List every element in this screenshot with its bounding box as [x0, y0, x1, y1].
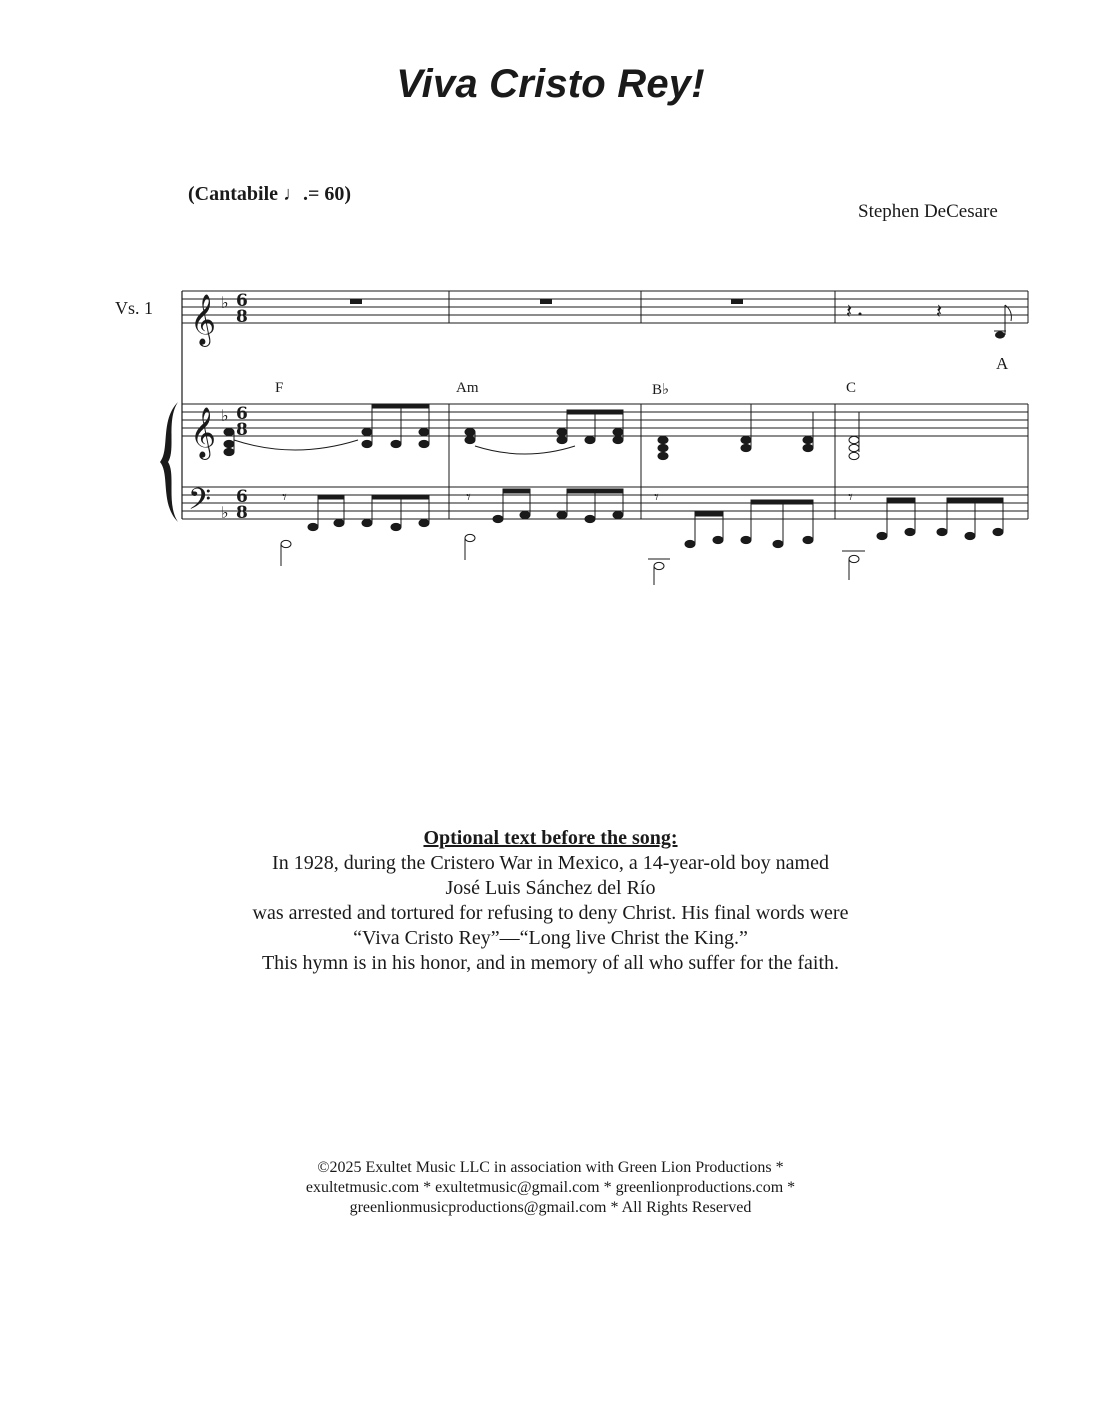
flat-icon: ♭	[221, 503, 229, 522]
whole-rest	[540, 299, 552, 304]
whole-rest	[350, 299, 362, 304]
intro-line: In 1928, during the Cristero War in Mexico, a 14-year-old boy named	[272, 852, 829, 874]
footer-line: greenlionmusicproductions@gmail.com * All Rights Reserved	[349, 1199, 752, 1216]
footer-line: exultetmusic.com * exultetmusic@gmail.com * greenlionproductions.com *	[305, 1179, 796, 1196]
flat-icon: ♭	[221, 406, 229, 425]
eighth-rest: 𝄾	[848, 487, 853, 508]
tempo-marking: (Cantabile ♩.= 60)	[188, 183, 352, 205]
intro-line: was arrested and tortured for refusing to deny Christ. His final words were	[252, 902, 849, 924]
lyric-syllable: A	[996, 354, 1009, 373]
piano-brace	[160, 402, 178, 522]
treble-clef-icon: 𝄞	[190, 294, 217, 345]
intro-text-block	[0, 826, 1101, 976]
time-sig-top: 6	[236, 291, 248, 311]
chord-symbol: C	[846, 380, 857, 396]
bass-clef-icon: 𝄢	[188, 483, 212, 524]
time-sig-top: 6	[236, 487, 248, 507]
copyright-footer	[0, 1158, 1101, 1218]
time-sig-bottom: 8	[236, 420, 248, 440]
whole-rest	[731, 299, 743, 304]
chord-symbol: B♭	[652, 382, 670, 398]
intro-heading: Optional text before the song:	[423, 827, 678, 849]
voice-label: Vs. 1	[115, 298, 154, 318]
time-sig-top: 6	[236, 404, 248, 424]
flat-icon: ♭	[221, 293, 229, 312]
score-svg	[0, 0, 1101, 620]
quarter-rest: 𝄽	[846, 299, 853, 323]
eighth-rest: 𝄾	[282, 487, 287, 508]
treble-clef-icon: 𝄞	[190, 407, 217, 458]
intro-line: José Luis Sánchez del Río	[445, 877, 656, 899]
time-sig-bottom: 8	[236, 503, 248, 523]
time-sig-bottom: 8	[236, 307, 248, 327]
footer-line: ©2025 Exultet Music LLC in association with Green Lion Productions *	[317, 1159, 784, 1176]
chord-symbol: Am	[456, 380, 479, 396]
voice-staff	[182, 291, 1028, 323]
chord-symbol: F	[275, 380, 284, 396]
intro-line: “Viva Cristo Rey”—“Long live Christ the King.”	[353, 927, 748, 949]
song-title: Viva Cristo Rey!	[396, 62, 705, 106]
quarter-rest: 𝄽	[936, 299, 943, 323]
piano-treble-staff	[182, 404, 1028, 436]
eighth-rest: 𝄾	[466, 487, 471, 508]
note-head	[995, 331, 1005, 338]
eighth-rest: 𝄾	[654, 487, 659, 508]
composer-name: Stephen DeCesare	[858, 201, 998, 222]
music-score	[0, 0, 1101, 620]
intro-line: This hymn is in his honor, and in memory of all who suffer for the faith.	[261, 952, 840, 974]
